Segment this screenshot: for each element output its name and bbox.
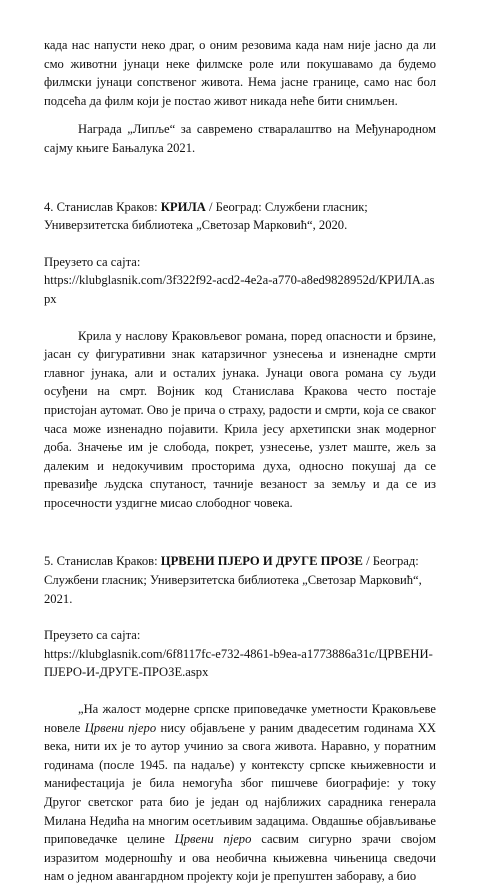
entry-5-quote-part-a: „На жалост модерне српске приповедачке уметности Краковљеве новеле bbox=[44, 702, 436, 735]
entry-4-prefix: 4. Станислав Краков: bbox=[44, 199, 161, 214]
entry-4-citation bbox=[44, 198, 436, 235]
entry-5-quote bbox=[44, 700, 436, 886]
entry-5-quote-part-b: нису објављене у раним двадесетим годинама XX века, нити их је то аутор учинио за свога живота. Наравно, у поратним годинама (после 1945. па надаље) у контексту српске књижевности и манифестација је била немогућа због пишчеве биографије: у току Другог светског рата био је један од најближих сарадника генерала Милана Недића на многим осетљивим задацима. Овдашње објављивање приповедачке целине bbox=[44, 720, 436, 847]
entry-5-download-label: Преузето са сајта: bbox=[44, 628, 141, 643]
entry-4-download-label: Преузето са сајта: bbox=[44, 254, 141, 269]
entry-4-description: Крила у наслову Краковљевог романа, поред опасности и брзине, јасан су фигуративни знак катарзичног узнесења и изненадне смрти главног јунака, али и осталих јунака. Јунаци овога романа су људи осуђени на смрт. Војник код Станислава Кракова често постаје пристојан аутомат. Ово је прича о страху, радости и смрти, која се сваког часа може изненадно појавити. Крила јесу архетипски знак модерног доба. Значење им је слобода, покрет, узнесење, узлет маште, жељ за далеким и недокучивим просторима духа, односно покушај да се превазиђе људска спутаност, тачније везаност за земљу и да се из просечности уздигне мисао слободног човека. bbox=[44, 328, 436, 510]
entry-5-quote-italic-1: Црвени пјеро bbox=[84, 720, 157, 735]
entry-5-quote-part-c: сасвим сигурно зрачи својом изразитом модерношћу и ова необична књижевна чињеница сведочи нам о једном авангардном пројекту који је препуштен забораву, а био bbox=[44, 832, 437, 884]
entry-5-prefix: 5. Станислав Краков: bbox=[44, 554, 161, 569]
entry-4-publisher: / Београд: Службени гласник; Универзитетска библиотека „Светозар Марковић“, 2020. bbox=[44, 199, 368, 233]
entry-4-title: КРИЛА bbox=[160, 199, 206, 214]
entry-5-citation bbox=[44, 552, 436, 608]
entry-5-quote-italic-2: Црвени пјеро bbox=[174, 832, 252, 847]
award-paragraph: Награда „Липље“ за савремено стваралаштво на Међународном сајму књиге Бањалука 2021. bbox=[44, 122, 436, 155]
top-paragraph: када нас напусти неко драг, о оним резовима када нам није јасно да ли смо животни јунаци неке филмске роле или покушавамо да будемо филмски јунаци сопственог живота. Нема јасне границе, само нас бол подсећа да филм који је постао живот никада неће бити снимљен. bbox=[44, 38, 436, 108]
entry-5-url[interactable]: https://klubglasnik.com/6f8117fc-e732-4861-b9ea-a1773886a31c/ЦРВЕНИ-ПЈЕРО-И-ДРУГЕ-ПРОЗЕ.aspx bbox=[44, 646, 433, 680]
entry-4-url[interactable]: https://klubglasnik.com/3f322f92-acd2-4e2a-a770-a8ed9828952d/КРИЛА.aspx bbox=[44, 273, 435, 306]
entry-5-title: ЦРВЕНИ ПЈЕРО И ДРУГЕ ПРОЗЕ bbox=[160, 554, 363, 569]
entry-5-publisher: / Београд: Службени гласник; Универзитетска библиотека „Светозар Марковић“, 2021. bbox=[44, 554, 422, 606]
